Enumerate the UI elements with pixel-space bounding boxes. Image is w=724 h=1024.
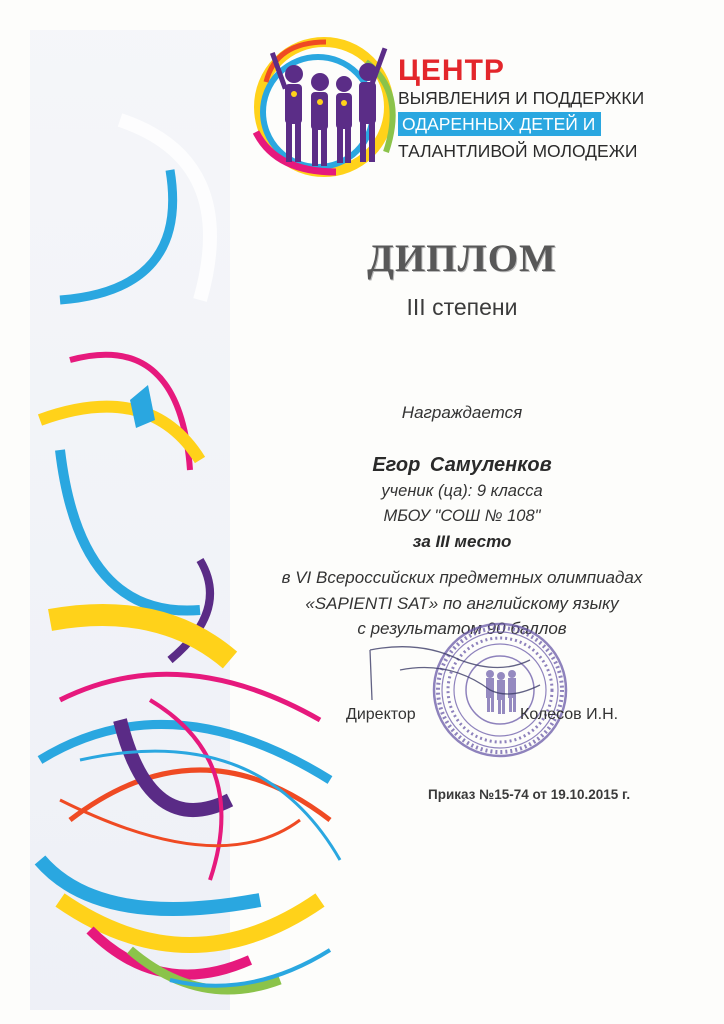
olympiad-text-line1: в VI Всероссийских предметных олимпиадах xyxy=(281,568,643,587)
order-reference: Приказ №15-74 от 19.10.2015 г. xyxy=(428,787,631,802)
logo-subtitle-line3: ТАЛАНТЛИВОЙ МОЛОДЕЖИ xyxy=(398,141,638,161)
logo-subtitle-line2: ОДАРЕННЫХ ДЕТЕЙ И xyxy=(398,112,601,136)
olympiad-text-line2: «SAPIENTI SAT» по английскому языку xyxy=(305,594,619,613)
pupil-grade: ученик (ца): 9 класса xyxy=(381,482,543,500)
logo-title: ЦЕНТР xyxy=(398,54,505,87)
logo-text xyxy=(398,55,678,162)
diploma-title: ДИПЛОМ xyxy=(367,237,557,280)
diploma-degree: III степени xyxy=(406,294,518,320)
director-signature xyxy=(360,630,550,710)
children-logo-icon xyxy=(236,22,411,182)
school-name: МБОУ "СОШ № 108" xyxy=(383,507,541,525)
olympiad-text-line3: с результатом 90 баллов xyxy=(357,619,567,638)
director-name: Колесов И.Н. xyxy=(520,706,619,723)
logo-subtitle-line1: ВЫЯВЛЕНИЯ И ПОДДЕРЖКИ xyxy=(398,88,645,108)
recipient-name: Егор Самуленков xyxy=(372,454,552,476)
center-logo xyxy=(236,22,676,182)
place-awarded: за III место xyxy=(412,532,512,551)
awarded-label: Награждается xyxy=(401,403,523,422)
director-label: Директор xyxy=(346,706,416,723)
